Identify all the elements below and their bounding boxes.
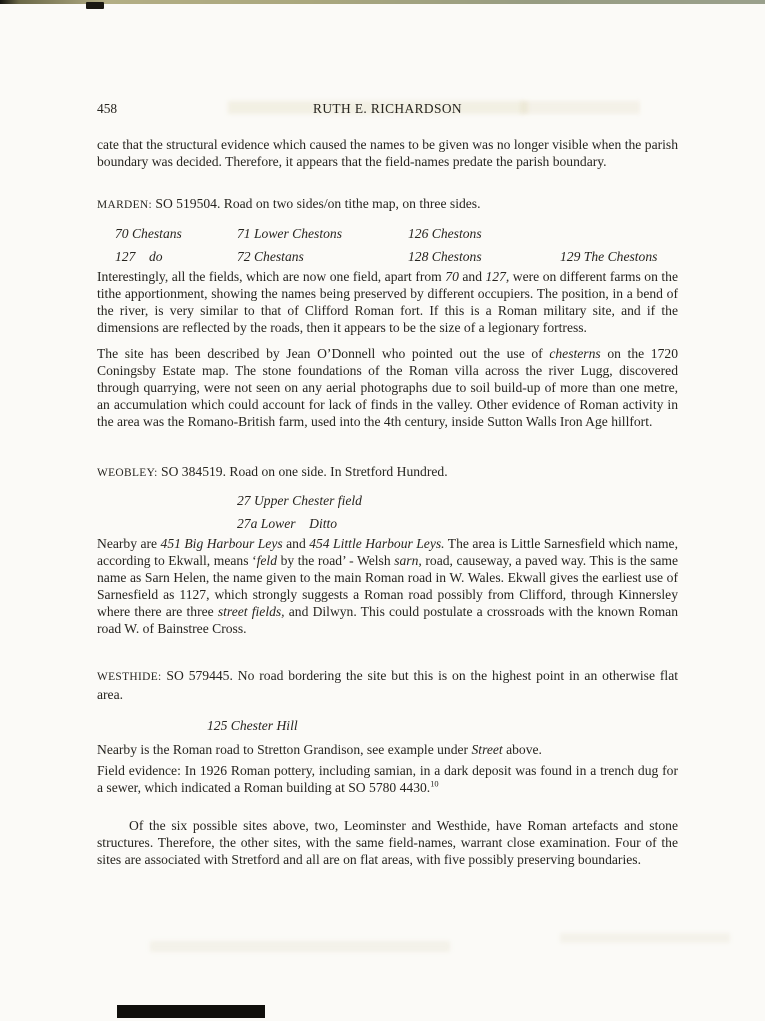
- marden-field-table: [97, 222, 678, 268]
- field-cell: 72 Chestans: [237, 249, 304, 264]
- field-cell: [560, 222, 678, 245]
- paragraph-conclusion: Of the six possible sites above, two, Leominster and Westhide, have Roman artefacts and stone structures. Therefore, the other sites, with the same field-names, warrant close examination. Four of the sites are associated with Stretford and all are on flat areas, with five possibly preserving boundaries.: [97, 818, 678, 867]
- paragraph-nearby-road: Nearby is the Roman road to Stretton Grandison, see example under Street above.: [97, 742, 542, 757]
- scan-artifact-top: [86, 2, 104, 9]
- field-entry: 125 Chester Hill: [207, 718, 298, 733]
- section-heading-westhide: WESTHIDE: SO 579445. No road bordering the site but this is on the highest point in an otherwise flat area.: [97, 668, 678, 702]
- weobley-field-list: [97, 489, 678, 535]
- table-row: [97, 222, 678, 245]
- paragraph-interestingly: Interestingly, all the fields, which are now one field, apart from 70 and 127, were on different farms on the tithe apportionment, showing the names being preserved by different occupiers. The position, in a bend of the river, is very similar to that of Clifford Roman fort. If this is a Roman military site, and if the dimensions are reflected by the roads, then it appears to be the size of a legionary fortress.: [97, 269, 678, 335]
- paragraph-intro-continuation: cate that the structural evidence which caused the names to be given was no longer visible when the parish boundary was decided. Therefore, it appears that the field-names predate the parish boundary.: [97, 137, 678, 169]
- scan-artifact-bottom: [117, 1005, 265, 1018]
- section-heading-weobley: WEOBLEY: SO 384519. Road on one side. In Stretford Hundred.: [97, 464, 448, 479]
- field-cell: 126 Chestons: [408, 226, 482, 241]
- bleed-through-ghost: [560, 933, 730, 943]
- section-heading-marden: MARDEN: SO 519504. Road on two sides/on tithe map, on three sides.: [97, 196, 481, 211]
- field-cell: 128 Chestons: [408, 249, 482, 264]
- field-cell: 70 Chestans: [115, 226, 182, 241]
- paragraph-field-evidence: Field evidence: In 1926 Roman pottery, including samian, in a dark deposit was found in a trench dug for a sewer, which indicated a Roman building at SO 5780 4430.10: [97, 763, 678, 795]
- field-cell: 129 The Chestons: [560, 249, 658, 264]
- table-row: [97, 245, 678, 268]
- scan-edge-top: [0, 0, 765, 4]
- field-entry: 27a Lower Ditto: [237, 516, 338, 531]
- field-entry: 27 Upper Chester field: [237, 493, 362, 508]
- page-number: 458: [97, 101, 118, 116]
- bleed-through-ghost: [150, 941, 450, 952]
- field-cell: 127 do: [115, 249, 163, 264]
- paragraph-site-described: The site has been described by Jean O’Donnell who pointed out the use of chesterns on the 1720 Coningsby Estate map. The stone foundations of the Roman villa across the river Lugg, discovered through quarrying, were not seen on any aerial photographs due to soil build-up of more than one metre, an accumulation which could account for lack of finds in the valley. Other evidence of Roman activity in the area was the Romano-British farm, used into the 4th century, inside Sutton Walls Iron Age hillfort.: [97, 346, 678, 429]
- running-head: RUTH E. RICHARDSON: [313, 101, 462, 116]
- field-cell: 71 Lower Chestons: [237, 226, 342, 241]
- paragraph-nearby-are: Nearby are 451 Big Harbour Leys and 454 Little Harbour Leys. The area is Little Sarnesfield which name, according to Ekwall, means ‘feld by the road’ - Welsh sarn, road, causeway, a paved way. This is the same name as Sarn Helen, the name given to the main Roman road in W. Wales. Ekwall gives the earliest use of Sarnesfield as 1127, which strongly suggests a Roman road possibly from Clifford, through Kinnersley where there are three street fields, and Dilwyn. This could postulate a crossroads with the known Roman road W. of Bainstree Cross.: [97, 536, 679, 636]
- page-header: [97, 100, 678, 117]
- page-body: [97, 136, 678, 868]
